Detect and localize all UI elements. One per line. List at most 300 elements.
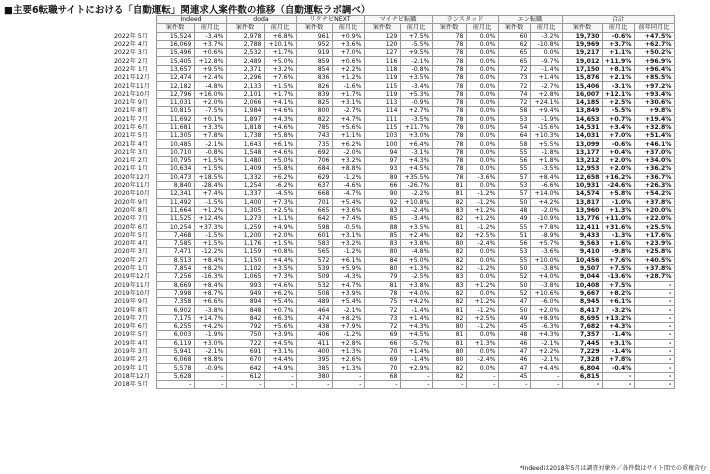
table-cell: 90 bbox=[364, 190, 400, 198]
table-cell: +4.5% bbox=[400, 165, 432, 173]
table-cell: +2.5% bbox=[466, 231, 498, 239]
table-cell: -4.3% bbox=[332, 273, 364, 281]
table-cell: 97 bbox=[364, 157, 400, 165]
table-cell: -4.7% bbox=[332, 190, 364, 198]
row-month-label: 2022年 5月 bbox=[114, 32, 149, 40]
table-cell: +10.3% bbox=[530, 132, 562, 140]
table-cell: 80 bbox=[432, 356, 466, 364]
table-cell: 10,485 bbox=[156, 140, 194, 148]
table-cell: 47 bbox=[498, 347, 530, 355]
table-cell: 0.0% bbox=[466, 140, 498, 148]
table-cell: -5.5% bbox=[400, 40, 432, 48]
table-row bbox=[114, 123, 674, 131]
subheader-mom: 前月比 bbox=[400, 24, 432, 32]
table-cell: 0.0% bbox=[466, 364, 498, 372]
table-cell: -2.7% bbox=[332, 107, 364, 115]
table-row bbox=[114, 306, 674, 314]
table-cell: 0.0% bbox=[466, 165, 498, 173]
table-cell: 411 bbox=[296, 339, 332, 347]
table-cell: 83 bbox=[432, 273, 466, 281]
table-cell: 438 bbox=[296, 322, 332, 330]
table-cell: -1.9% bbox=[194, 331, 226, 339]
table-cell: 691 bbox=[226, 347, 264, 355]
table-cell: 120 bbox=[364, 40, 400, 48]
table-row bbox=[114, 347, 674, 355]
table-row bbox=[114, 82, 674, 90]
total-cell: +2.0% bbox=[602, 165, 634, 173]
table-cell: +3.8% bbox=[400, 240, 432, 248]
total-cell: +1.6% bbox=[602, 240, 634, 248]
table-cell: +1.7% bbox=[264, 49, 296, 57]
table-cell: +8.8% bbox=[332, 165, 364, 173]
table-cell: 82 bbox=[432, 314, 466, 322]
total-cell: -0.4% bbox=[602, 364, 634, 372]
table-cell: 80 bbox=[364, 248, 400, 256]
table-cell: 78 bbox=[432, 40, 466, 48]
total-cell: +4.3% bbox=[602, 322, 634, 330]
row-month-label: 2019年 2月 bbox=[114, 356, 149, 364]
total-cell: +7.0% bbox=[602, 132, 634, 140]
table-cell: +1.1% bbox=[264, 215, 296, 223]
subheader-mom: 前月比 bbox=[466, 24, 498, 32]
table-cell: 706 bbox=[296, 157, 332, 165]
table-cell: +2.0% bbox=[264, 231, 296, 239]
table-cell: -1.6% bbox=[332, 82, 364, 90]
table-cell: 83 bbox=[364, 206, 400, 214]
table-cell: 78 bbox=[432, 98, 466, 106]
table-cell: +4.9% bbox=[264, 223, 296, 231]
table-cell: +2.8% bbox=[332, 339, 364, 347]
table-cell: +8.2% bbox=[194, 264, 226, 272]
table-cell: 11,664 bbox=[156, 206, 194, 214]
table-cell: +4.6% bbox=[264, 281, 296, 289]
table-cell: 1,259 bbox=[226, 223, 264, 231]
site-header: Indeed bbox=[156, 16, 226, 24]
row-month-label: 2020年 1月 bbox=[114, 265, 149, 273]
table-cell: -1.4% bbox=[400, 356, 432, 364]
total-cell: - bbox=[634, 372, 674, 380]
total-cell: +11.9% bbox=[602, 57, 634, 65]
table-cell: +8.4% bbox=[530, 173, 562, 181]
total-cell: +54.2% bbox=[634, 190, 674, 198]
total-cell: +93.4% bbox=[634, 90, 674, 98]
table-cell: 539 bbox=[296, 264, 332, 272]
table-cell: -0.8% bbox=[400, 65, 432, 73]
table-cell: 1,176 bbox=[226, 240, 264, 248]
table-cell: 51 bbox=[498, 231, 530, 239]
table-cell: -0.8% bbox=[194, 148, 226, 156]
table-cell: +7.8% bbox=[194, 132, 226, 140]
table-cell: 46 bbox=[498, 356, 530, 364]
table-cell: 8,669 bbox=[156, 281, 194, 289]
table-cell: 78 bbox=[432, 140, 466, 148]
table-cell: +4.4% bbox=[264, 256, 296, 264]
row-month-label: 2021年 9月 bbox=[114, 99, 149, 107]
table-cell: 78 bbox=[432, 123, 466, 131]
table-cell: +0.8% bbox=[264, 248, 296, 256]
total-cell: 7,357 bbox=[562, 331, 602, 339]
table-cell: 13,657 bbox=[156, 65, 194, 73]
table-cell: +3.5% bbox=[264, 264, 296, 272]
total-cell: 12,411 bbox=[562, 223, 602, 231]
table-cell: 50 bbox=[498, 198, 530, 206]
total-cell: 9,044 bbox=[562, 273, 602, 281]
total-cell: 7,682 bbox=[562, 322, 602, 330]
table-cell: 11,692 bbox=[156, 115, 194, 123]
table-cell: 80 bbox=[364, 264, 400, 272]
total-cell: 9,410 bbox=[562, 248, 602, 256]
total-cell: 9,433 bbox=[562, 231, 602, 239]
total-cell: +23.9% bbox=[634, 240, 674, 248]
table-cell: +8.4% bbox=[194, 281, 226, 289]
table-row bbox=[114, 256, 674, 264]
total-cell: +46.1% bbox=[634, 140, 674, 148]
table-cell: 0.0% bbox=[466, 331, 498, 339]
table-cell: 93 bbox=[364, 165, 400, 173]
table-cell: 82 bbox=[432, 298, 466, 306]
total-cell: +3.7% bbox=[602, 40, 634, 48]
total-cell: +1.1% bbox=[602, 49, 634, 57]
table-cell: -2.1% bbox=[530, 339, 562, 347]
table-cell: 82 bbox=[432, 289, 466, 297]
total-cell: 13,817 bbox=[562, 198, 602, 206]
table-row bbox=[114, 364, 674, 372]
total-cell: -9.8% bbox=[602, 248, 634, 256]
table-cell: -3.4% bbox=[194, 32, 226, 40]
table-cell: 5,941 bbox=[156, 347, 194, 355]
table-cell: 75 bbox=[364, 298, 400, 306]
row-month-label: 2020年 3月 bbox=[114, 248, 149, 256]
row-month-label: 2019年 5月 bbox=[114, 331, 149, 339]
table-row bbox=[114, 248, 674, 256]
table-cell: 83 bbox=[364, 240, 400, 248]
table-cell: 10,473 bbox=[156, 173, 194, 181]
table-cell: 70 bbox=[364, 347, 400, 355]
total-cell: +0.7% bbox=[602, 115, 634, 123]
total-cell: +11.0% bbox=[602, 215, 634, 223]
table-cell: +4.2% bbox=[400, 298, 432, 306]
total-cell: +30.6% bbox=[634, 98, 674, 106]
table-cell: +5.5% bbox=[530, 140, 562, 148]
table-cell: 50 bbox=[498, 281, 530, 289]
table-cell: +2.4% bbox=[194, 74, 226, 82]
total-cell: +96.9% bbox=[634, 57, 674, 65]
table-cell: +3.1% bbox=[332, 98, 364, 106]
table-cell: +5.0% bbox=[264, 57, 296, 65]
table-cell: +18.5% bbox=[194, 173, 226, 181]
table-cell: +5.6% bbox=[332, 123, 364, 131]
table-cell: +1.5% bbox=[194, 157, 226, 165]
table-cell: - bbox=[226, 381, 264, 389]
table-cell: +2.7% bbox=[400, 107, 432, 115]
table-cell: +6.6% bbox=[194, 298, 226, 306]
table-cell: 50 bbox=[498, 306, 530, 314]
total-cell: 8,945 bbox=[562, 298, 602, 306]
table-cell: - bbox=[466, 381, 498, 389]
table-cell: -10.9% bbox=[530, 215, 562, 223]
row-month-label: 2021年 1月 bbox=[114, 165, 149, 173]
table-cell: 1,400 bbox=[226, 198, 264, 206]
table-cell: +5.8% bbox=[264, 132, 296, 140]
table-cell: 46 bbox=[498, 339, 530, 347]
table-cell: 10,710 bbox=[156, 148, 194, 156]
table-cell: 73 bbox=[364, 314, 400, 322]
row-month-label: 2019年12月 bbox=[114, 273, 150, 281]
total-cell: +3.1% bbox=[602, 339, 634, 347]
table-cell: -1.5% bbox=[194, 198, 226, 206]
table-cell: -4.8% bbox=[400, 248, 432, 256]
total-cell: -1.4% bbox=[602, 331, 634, 339]
table-cell: 10,795 bbox=[156, 157, 194, 165]
table-cell: +3.1% bbox=[264, 347, 296, 355]
table-cell: 0.0% bbox=[530, 49, 562, 57]
table-row bbox=[114, 289, 674, 297]
table-cell: +1.2% bbox=[466, 206, 498, 214]
table-cell: +8.7% bbox=[194, 289, 226, 297]
table-cell: +2.2% bbox=[332, 65, 364, 73]
total-cell: 19,730 bbox=[562, 32, 602, 40]
table-cell: - bbox=[332, 372, 364, 380]
table-cell: +4.5% bbox=[264, 339, 296, 347]
table-cell: - bbox=[466, 372, 498, 380]
table-cell: 81 bbox=[432, 331, 466, 339]
row-month-label: 2021年 3月 bbox=[114, 148, 149, 156]
row-month-label: 2019年 4月 bbox=[114, 339, 149, 347]
table-cell: 1,305 bbox=[226, 206, 264, 214]
subheader-count: 案件数 bbox=[156, 24, 194, 32]
total-cell: +51.4% bbox=[634, 132, 674, 140]
table-cell: +4.3% bbox=[530, 331, 562, 339]
row-month-label: 2020年 5月 bbox=[114, 231, 149, 239]
table-cell: 85 bbox=[364, 215, 400, 223]
table-cell: -16.3% bbox=[194, 273, 226, 281]
total-cell: - bbox=[634, 289, 674, 297]
table-cell: - bbox=[264, 381, 296, 389]
table-cell: -1.2% bbox=[332, 248, 364, 256]
table-cell: 73 bbox=[498, 74, 530, 82]
job-count-table bbox=[114, 15, 675, 389]
table-cell: 0.0% bbox=[466, 74, 498, 82]
table-cell: 6,003 bbox=[156, 331, 194, 339]
table-cell: 7,256 bbox=[156, 273, 194, 281]
table-cell: 78 bbox=[432, 132, 466, 140]
table-row bbox=[114, 231, 674, 239]
table-row bbox=[114, 206, 674, 214]
total-cell: - bbox=[634, 381, 674, 389]
table-cell: -2.4% bbox=[466, 240, 498, 248]
total-cell: +20.0% bbox=[634, 206, 674, 214]
table-cell: 78 bbox=[432, 57, 466, 65]
table-cell: - bbox=[530, 381, 562, 389]
table-cell: -1.2% bbox=[332, 331, 364, 339]
table-cell: 6,119 bbox=[156, 339, 194, 347]
table-cell: 62 bbox=[498, 40, 530, 48]
table-cell: 48 bbox=[498, 206, 530, 214]
table-cell: 53 bbox=[498, 115, 530, 123]
table-cell: 839 bbox=[296, 90, 332, 98]
table-cell: 15,405 bbox=[156, 57, 194, 65]
table-row bbox=[114, 314, 674, 322]
table-cell: 66 bbox=[364, 339, 400, 347]
table-cell: 89 bbox=[364, 173, 400, 181]
total-cell: +25.8% bbox=[634, 248, 674, 256]
table-cell: 0.0% bbox=[466, 157, 498, 165]
table-cell: -6.0% bbox=[530, 298, 562, 306]
table-cell: 78 bbox=[432, 157, 466, 165]
row-month-label: 2020年 9月 bbox=[114, 198, 149, 206]
table-cell: 1,332 bbox=[226, 173, 264, 181]
total-cell: - bbox=[562, 381, 602, 389]
table-cell: 12,474 bbox=[156, 74, 194, 82]
table-cell: 993 bbox=[226, 281, 264, 289]
table-cell: 7,175 bbox=[156, 314, 194, 322]
table-cell: +9.5% bbox=[400, 49, 432, 57]
total-cell: +0.4% bbox=[602, 148, 634, 156]
table-cell: +6.8% bbox=[264, 32, 296, 40]
table-cell: 16,069 bbox=[156, 40, 194, 48]
table-cell: -1.4% bbox=[400, 306, 432, 314]
table-cell: 78 bbox=[432, 148, 466, 156]
table-cell: +9.5% bbox=[194, 65, 226, 73]
total-cell: 19,217 bbox=[562, 49, 602, 57]
table-cell: 15,496 bbox=[156, 49, 194, 57]
total-cell: 7,445 bbox=[562, 339, 602, 347]
table-cell: -2.7% bbox=[530, 82, 562, 90]
table-cell: - bbox=[364, 381, 400, 389]
table-cell: -0.9% bbox=[400, 98, 432, 106]
table-cell: 2,532 bbox=[226, 49, 264, 57]
row-month-label: 2019年 6月 bbox=[114, 323, 149, 331]
table-cell: +4.7% bbox=[332, 281, 364, 289]
total-cell: +3.4% bbox=[602, 123, 634, 131]
table-cell: 822 bbox=[296, 115, 332, 123]
table-cell: -1.2% bbox=[466, 190, 498, 198]
table-cell: +4.3% bbox=[400, 157, 432, 165]
table-cell: 474 bbox=[296, 314, 332, 322]
table-cell: 0.0% bbox=[466, 273, 498, 281]
site-header: 合計 bbox=[562, 16, 674, 24]
table-cell: 0.0% bbox=[466, 115, 498, 123]
total-cell: +7.5% bbox=[602, 281, 634, 289]
table-cell: +8.2% bbox=[332, 314, 364, 322]
table-row bbox=[114, 132, 674, 140]
table-cell: 80 bbox=[432, 240, 466, 248]
table-cell: 82 bbox=[432, 256, 466, 264]
total-cell: +16.2% bbox=[602, 173, 634, 181]
table-cell: +2.8% bbox=[530, 90, 562, 98]
total-cell: +13.2% bbox=[602, 314, 634, 322]
table-cell: +1.4% bbox=[530, 74, 562, 82]
site-header: リクナビNEXT bbox=[296, 16, 364, 24]
table-cell: -15.6% bbox=[530, 123, 562, 131]
row-month-label: 2021年 8月 bbox=[114, 107, 149, 115]
table-cell: 7,585 bbox=[156, 240, 194, 248]
table-cell: +2.4% bbox=[400, 231, 432, 239]
table-cell: 7,854 bbox=[156, 264, 194, 272]
table-cell: +3.5% bbox=[400, 74, 432, 82]
table-cell: 74 bbox=[498, 90, 530, 98]
table-cell: 380 bbox=[296, 372, 332, 380]
table-cell: 48 bbox=[498, 331, 530, 339]
table-cell: 800 bbox=[296, 107, 332, 115]
table-cell: +7.3% bbox=[264, 273, 296, 281]
table-cell: -1.5% bbox=[194, 231, 226, 239]
table-cell: 82 bbox=[432, 264, 466, 272]
table-cell: -3.5% bbox=[530, 165, 562, 173]
table-cell: 1,818 bbox=[226, 123, 264, 131]
table-cell: +2.9% bbox=[400, 364, 432, 372]
table-cell: +7.0% bbox=[332, 49, 364, 57]
total-cell: - bbox=[634, 364, 674, 372]
table-cell: 2,978 bbox=[226, 32, 264, 40]
table-cell: 82 bbox=[432, 198, 466, 206]
table-cell: 2,489 bbox=[226, 57, 264, 65]
table-cell: 0.0% bbox=[466, 107, 498, 115]
total-cell: +34.0% bbox=[634, 157, 674, 165]
total-cell: 9,507 bbox=[562, 264, 602, 272]
total-cell: 19,969 bbox=[562, 40, 602, 48]
table-cell: 72 bbox=[498, 98, 530, 106]
table-cell: 114 bbox=[364, 107, 400, 115]
table-cell: +5.9% bbox=[332, 264, 364, 272]
table-cell: +9.4% bbox=[530, 107, 562, 115]
row-month-label: 2021年10月 bbox=[114, 90, 150, 98]
table-cell: 78 bbox=[432, 65, 466, 73]
row-month-label: 2018年 5月 bbox=[114, 381, 149, 389]
total-cell: +7.5% bbox=[602, 264, 634, 272]
table-cell: 825 bbox=[296, 98, 332, 106]
table-cell: - bbox=[530, 372, 562, 380]
total-cell: - bbox=[602, 381, 634, 389]
table-cell: 82 bbox=[432, 248, 466, 256]
table-cell: 670 bbox=[226, 356, 264, 364]
table-cell: 701 bbox=[296, 198, 332, 206]
table-cell: +7.4% bbox=[194, 190, 226, 198]
table-cell: 2,788 bbox=[226, 40, 264, 48]
table-cell: +1.2% bbox=[466, 298, 498, 306]
table-cell: +1.7% bbox=[332, 90, 364, 98]
table-cell: 49 bbox=[498, 215, 530, 223]
table-cell: 601 bbox=[296, 231, 332, 239]
table-cell: +5.4% bbox=[332, 198, 364, 206]
total-cell: - bbox=[602, 372, 634, 380]
table-cell: +12.8% bbox=[194, 57, 226, 65]
table-cell: 961 bbox=[296, 32, 332, 40]
table-cell: -4.5% bbox=[264, 190, 296, 198]
total-cell: +19.4% bbox=[634, 115, 674, 123]
total-cell: 13,960 bbox=[562, 206, 602, 214]
table-cell: - bbox=[332, 381, 364, 389]
table-cell: -3.2% bbox=[530, 32, 562, 40]
table-cell: 642 bbox=[296, 215, 332, 223]
table-cell: 642 bbox=[226, 364, 264, 372]
table-cell: +0.1% bbox=[194, 115, 226, 123]
table-cell: +3.2% bbox=[332, 157, 364, 165]
table-cell: +8.4% bbox=[194, 256, 226, 264]
table-cell: 78 bbox=[364, 289, 400, 297]
table-cell: +7.5% bbox=[400, 32, 432, 40]
table-cell: +6.3% bbox=[264, 314, 296, 322]
table-cell: 2,371 bbox=[226, 65, 264, 73]
table-cell: -1.2% bbox=[466, 322, 498, 330]
table-cell: 1,159 bbox=[226, 248, 264, 256]
table-cell: 894 bbox=[226, 298, 264, 306]
table-cell: 1,409 bbox=[226, 165, 264, 173]
table-cell: 7,468 bbox=[156, 231, 194, 239]
table-cell: 0.0% bbox=[466, 49, 498, 57]
subheader-count: 案件数 bbox=[432, 24, 466, 32]
table-cell: 65 bbox=[498, 57, 530, 65]
